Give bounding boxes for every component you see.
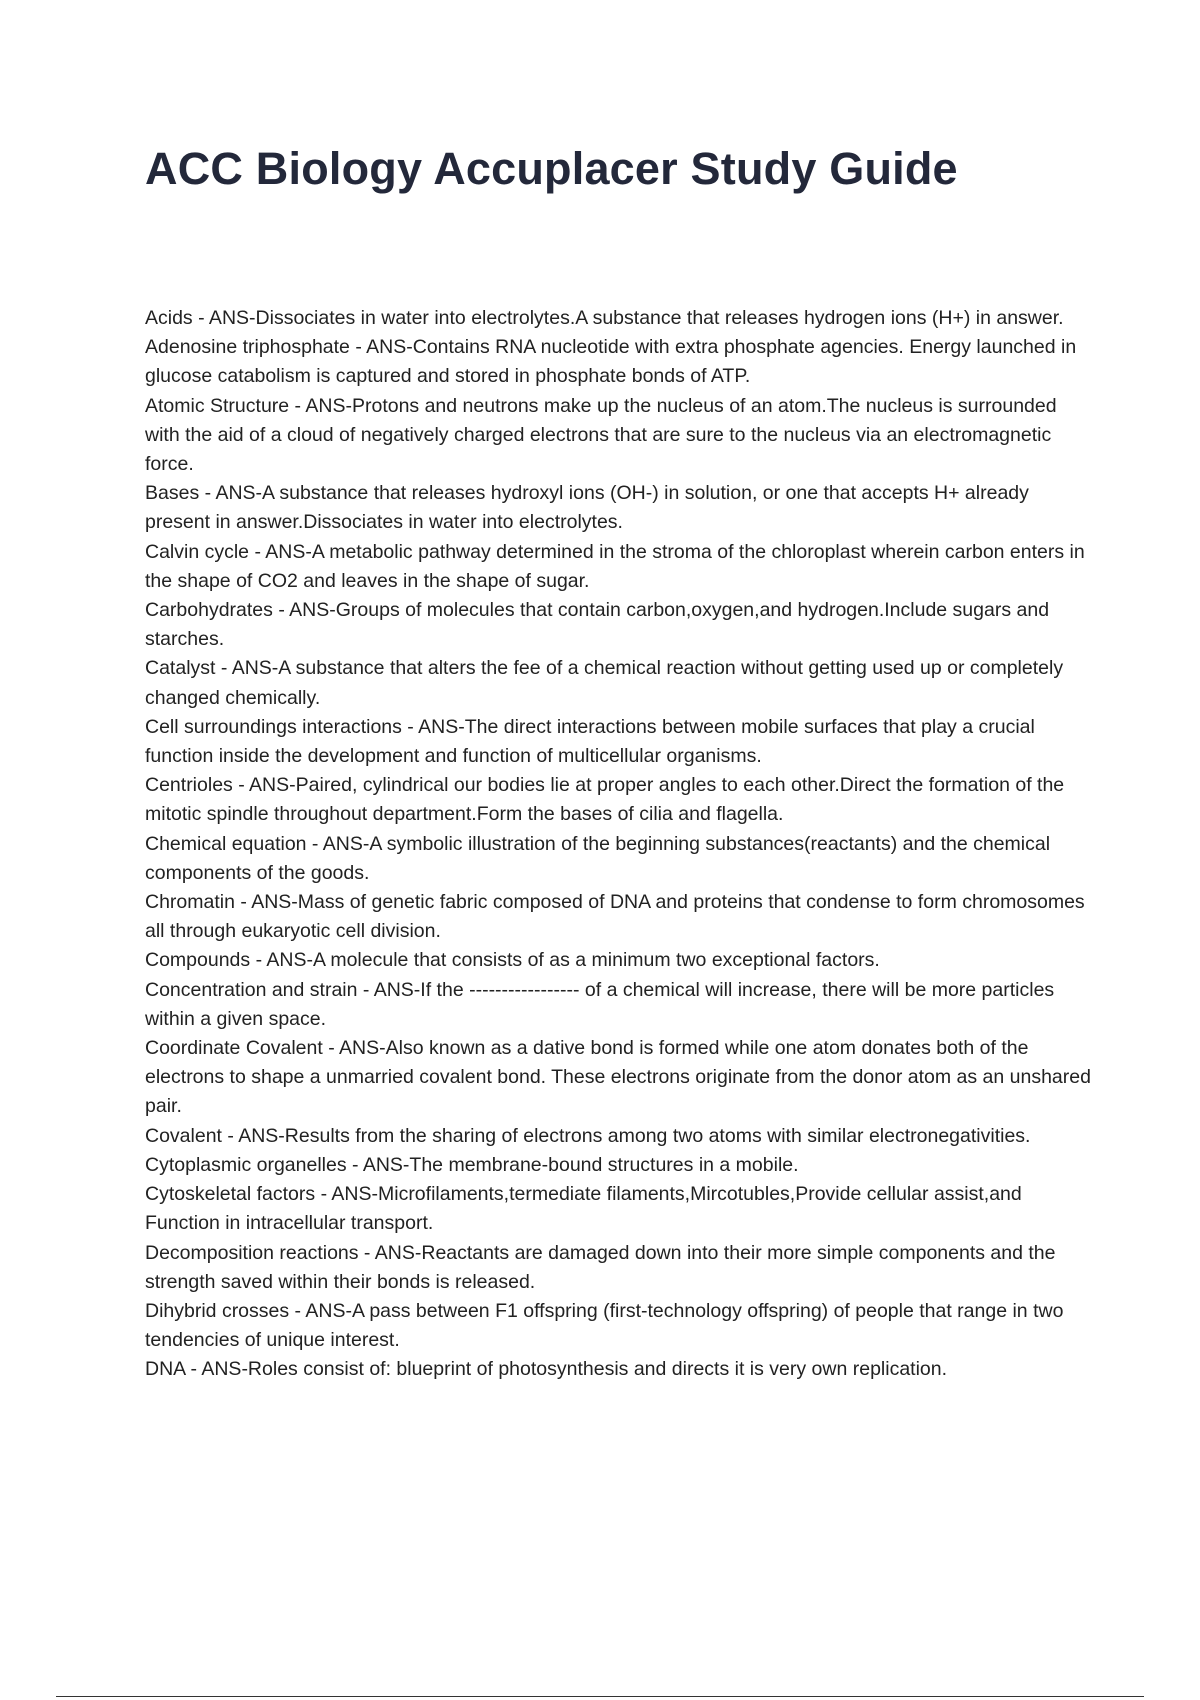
footer-divider (56, 1696, 1144, 1697)
glossary-entry: Carbohydrates - ANS-Groups of molecules that contain carbon,oxygen,and hydrogen.Include sugars and starches. (145, 599, 1050, 651)
page-title: ACC Biology Accuplacer Study Guide (145, 143, 958, 194)
glossary-entry: Acids - ANS-Dissociates in water into electrolytes.A substance that releases hydrogen ions (H+) in answer. (145, 307, 1064, 329)
glossary-entry: Compounds - ANS-A molecule that consists of as a minimum two exceptional factors. (145, 949, 880, 972)
glossary-entry: Chemical equation - ANS-A symbolic illustration of the beginning substances(reactants) and the chemical components of the goods. (145, 832, 1051, 884)
glossary-entry: Decomposition reactions - ANS-Reactants are damaged down into their more simple components and the strength saved within their bonds is released. (145, 1241, 1056, 1293)
glossary-entry: Concentration and strain - ANS-If the ----------------- of a chemical will increase, there will be more particles within a given space. (145, 978, 1055, 1030)
glossary-entry: Cytoskeletal factors - ANS-Microfilaments,termediate filaments,Mircotubles,Provide cellular assist,and Function in intracellular transport. (145, 1183, 1022, 1235)
glossary-entry: Atomic Structure - ANS-Protons and neutrons make up the nucleus of an atom.The nucleus is surrounded with the aid of a cloud of negatively charged electrons that are sure to the nucleus via an electromagnetic force. (145, 394, 1057, 476)
glossary-entry: Calvin cycle - ANS-A metabolic pathway determined in the stroma of the chloroplast wherein carbon enters in the shape of CO2 and leaves in the shape of sugar. (145, 540, 1085, 592)
glossary-entry: Coordinate Covalent - ANS-Also known as a dative bond is formed while one atom donates both of the electrons to shape a unmarried covalent bond. These electrons originate from the donor atom as an unshared pair. (145, 1037, 1091, 1118)
glossary-entry: Adenosine triphosphate - ANS-Contains RNA nucleotide with extra phosphate agencies. Energy launched in glucose catabolism is captured and stored in phosphate bonds of ATP. (145, 336, 1077, 388)
glossary-entry: Cell surroundings interactions - ANS-The direct interactions between mobile surfaces that play a crucial function inside the development and function of multicellular organisms. (145, 715, 1035, 768)
glossary-entry: Bases - ANS-A substance that releases hydroxyl ions (OH-) in solution, or one that accepts H+ already present in answer.Dissociates in water into electrolytes. (145, 482, 1029, 534)
glossary-entry: Centrioles - ANS-Paired, cylindrical our bodies lie at proper angles to each other.Direct the formation of the mitotic spindle throughout department.Form the bases of cilia and flagella. (145, 774, 1065, 826)
glossary-entry: Covalent - ANS-Results from the sharing of electrons among two atoms with similar electronegativities. (145, 1124, 1031, 1147)
glossary-entry: Dihybrid crosses - ANS-A pass between F1 offspring (first-technology offspring) of people that range in two tendencies of unique interest. (145, 1299, 1064, 1352)
glossary-entry: Chromatin - ANS-Mass of genetic fabric composed of DNA and proteins that condense to form chromosomes all through eukaryotic cell division. (145, 891, 1085, 943)
glossary-list (145, 304, 1095, 1385)
glossary-entry: DNA - ANS-Roles consist of: blueprint of photosynthesis and directs it is very own replication. (145, 1358, 948, 1381)
glossary-entry: Catalyst - ANS-A substance that alters the fee of a chemical reaction without getting used up or completely changed chemically. (145, 657, 1064, 709)
glossary-entry: Cytoplasmic organelles - ANS-The membrane-bound structures in a mobile. (145, 1153, 799, 1176)
